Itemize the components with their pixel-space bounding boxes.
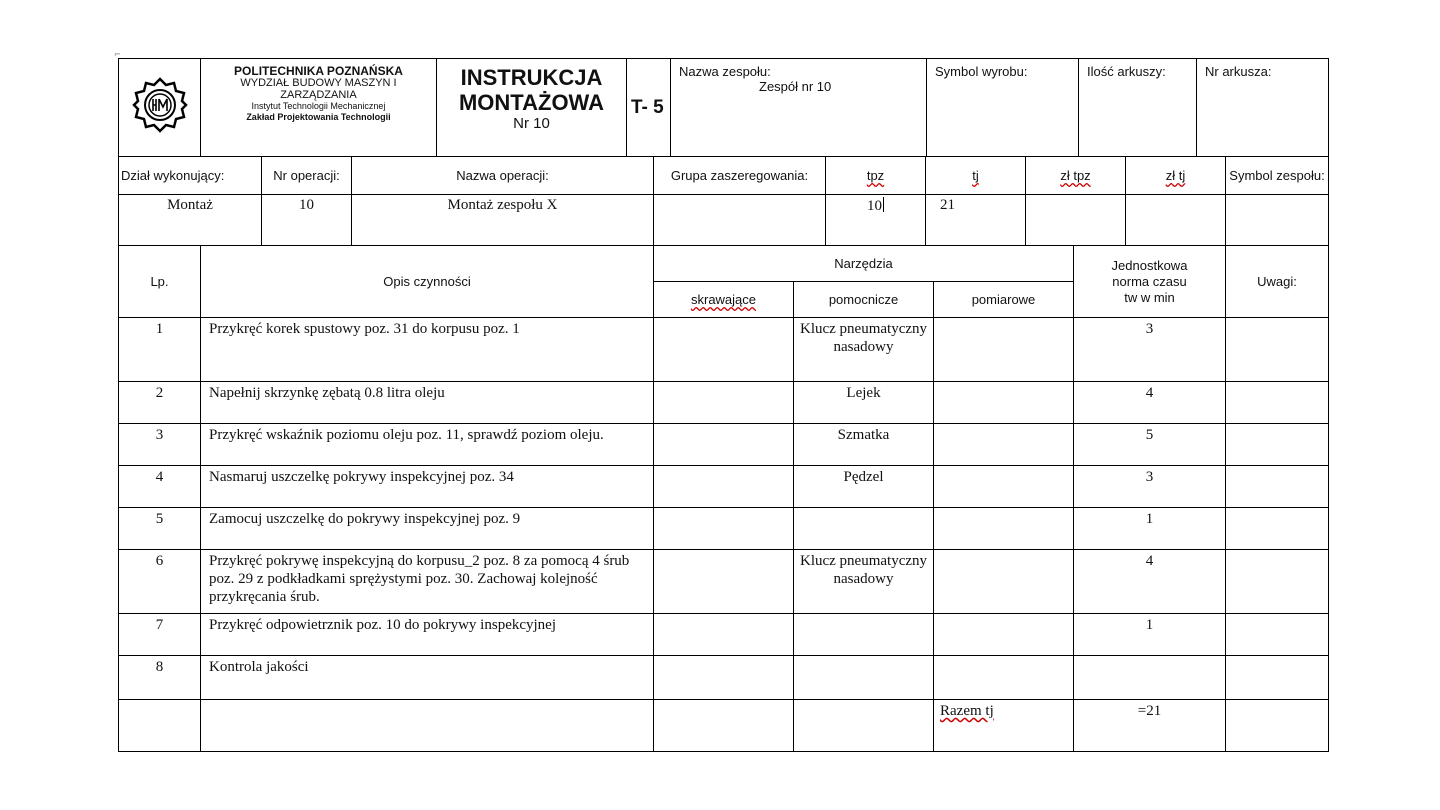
operation-table	[118, 156, 1329, 246]
row-remarks	[1226, 656, 1329, 700]
row-auxiliary: Szmatka	[794, 424, 934, 466]
sheets-count-label: Ilość arkuszy:	[1087, 64, 1166, 79]
row-remarks	[1226, 424, 1329, 466]
row-lp: 6	[119, 550, 201, 614]
symbol-label: Symbol zespołu:	[1226, 157, 1329, 195]
group-label: Grupa zaszeregowania:	[654, 157, 826, 195]
row-norm: 4	[1074, 382, 1226, 424]
row-cutting	[654, 466, 794, 508]
row-auxiliary	[794, 614, 934, 656]
row-norm: 3	[1074, 318, 1226, 382]
row-norm: 1	[1074, 508, 1226, 550]
remarks-header: Uwagi:	[1226, 246, 1329, 318]
norm-header: Jednostkowa norma czasu tw w min	[1074, 246, 1226, 318]
row-lp: 2	[119, 382, 201, 424]
document-corner-mark: ⌐	[114, 50, 121, 59]
row-description: Przykręć odpowietrznik poz. 10 do pokrywy inspekcyjnej	[201, 614, 654, 656]
row-norm: 1	[1074, 614, 1226, 656]
row-cutting	[654, 614, 794, 656]
sheet-number-label: Nr arkusza:	[1205, 64, 1272, 79]
row-remarks	[1226, 318, 1329, 382]
tpz-label: tpz	[826, 157, 926, 195]
row-auxiliary	[794, 508, 934, 550]
tj-label: tj	[926, 157, 1026, 195]
row-measuring	[934, 656, 1074, 700]
zl-tpz-value[interactable]	[1026, 195, 1126, 246]
row-measuring	[934, 508, 1074, 550]
row-description: Przykręć wskaźnik poziomu oleju poz. 11, sprawdź poziom oleju.	[201, 424, 654, 466]
row-remarks	[1226, 614, 1329, 656]
table-row[interactable]	[119, 424, 1329, 466]
row-auxiliary: Lejek	[794, 382, 934, 424]
row-lp: 1	[119, 318, 201, 382]
assembly-name-cell	[671, 59, 927, 157]
row-cutting	[654, 550, 794, 614]
row-auxiliary: Klucz pneumatyczny nasadowy	[794, 550, 934, 614]
activities-table	[118, 245, 1329, 752]
department-label: Dział wykonujący:	[119, 157, 262, 195]
doc-number: Nr 10	[513, 115, 550, 132]
department-name: Zakład Projektowania Technologii	[246, 112, 391, 122]
op-number-value[interactable]: 10	[262, 195, 352, 246]
tools-header: Narzędzia	[654, 246, 1074, 282]
row-description: Przykręć pokrywę inspekcyjną do korpusu_2 poz. 8 za pomocą 4 śrub poz. 29 z podkładkami sprężystymi poz. 30. Zachowaj kolejność przykręcania śrub.	[201, 550, 654, 614]
row-norm: 5	[1074, 424, 1226, 466]
op-name-label: Nazwa operacji:	[352, 157, 654, 195]
faculty-name: WYDZIAŁ BUDOWY MASZYN I ZARZĄDZANIA	[240, 77, 397, 101]
row-cutting	[654, 656, 794, 700]
row-description: Nasmaruj uszczelkę pokrywy inspekcyjnej poz. 34	[201, 466, 654, 508]
table-row[interactable]	[119, 656, 1329, 700]
row-measuring	[934, 614, 1074, 656]
tj-value[interactable]: 21	[926, 195, 1026, 246]
doc-code: T- 5	[627, 59, 671, 157]
row-norm	[1074, 656, 1226, 700]
sheet-number-cell	[1197, 59, 1329, 157]
row-lp: 5	[119, 508, 201, 550]
row-remarks	[1226, 382, 1329, 424]
assembly-name-label: Nazwa zespołu:	[679, 64, 771, 79]
assembly-instruction-sheet	[118, 58, 1328, 752]
row-auxiliary	[794, 656, 934, 700]
row-measuring	[934, 550, 1074, 614]
symbol-value[interactable]	[1226, 195, 1329, 246]
row-lp: 7	[119, 614, 201, 656]
row-cutting	[654, 382, 794, 424]
assembly-name-value: Zespół nr 10	[759, 79, 832, 94]
total-label: Razem tj	[934, 700, 1074, 752]
doc-title-line2: MONTAŻOWA	[458, 90, 604, 115]
description-header: Opis czynności	[201, 246, 654, 318]
table-row[interactable]	[119, 382, 1329, 424]
table-row[interactable]	[119, 550, 1329, 614]
product-symbol-cell	[927, 59, 1079, 157]
department-value[interactable]: Montaż	[119, 195, 262, 246]
row-norm: 4	[1074, 550, 1226, 614]
lp-header: Lp.	[119, 246, 201, 318]
auxiliary-tools-header: pomocnicze	[794, 282, 934, 318]
row-remarks	[1226, 508, 1329, 550]
row-lp: 3	[119, 424, 201, 466]
row-measuring	[934, 424, 1074, 466]
zl-tpz-label: zł tpz	[1026, 157, 1126, 195]
institute-name: Instytut Technologii Mechanicznej	[251, 101, 386, 111]
logo-cell	[119, 59, 201, 157]
row-measuring	[934, 318, 1074, 382]
university-cell	[201, 59, 437, 157]
row-measuring	[934, 466, 1074, 508]
row-lp: 8	[119, 656, 201, 700]
row-description: Przykręć korek spustowy poz. 31 do korpusu poz. 1	[201, 318, 654, 382]
row-cutting	[654, 318, 794, 382]
table-row[interactable]	[119, 614, 1329, 656]
row-description: Zamocuj uszczelkę do pokrywy inspekcyjnej poz. 9	[201, 508, 654, 550]
row-remarks	[1226, 466, 1329, 508]
text-cursor	[883, 197, 884, 212]
row-auxiliary: Pędzel	[794, 466, 934, 508]
row-norm: 3	[1074, 466, 1226, 508]
tpz-value-cell[interactable]	[826, 195, 926, 246]
zl-tj-value[interactable]	[1126, 195, 1226, 246]
row-lp: 4	[119, 466, 201, 508]
group-value[interactable]	[654, 195, 826, 246]
table-row[interactable]	[119, 318, 1329, 382]
row-description: Kontrola jakości	[201, 656, 654, 700]
row-cutting	[654, 508, 794, 550]
table-row[interactable]	[119, 466, 1329, 508]
university-name: POLITECHNIKA POZNAŃSKA	[234, 64, 403, 78]
total-value: =21	[1074, 700, 1226, 752]
zl-tj-label: zł tj	[1126, 157, 1226, 195]
tpz-value: 10	[867, 198, 882, 214]
sheets-count-cell	[1079, 59, 1197, 157]
university-logo	[119, 59, 200, 151]
op-name-value[interactable]: Montaż zespołu X	[352, 195, 654, 246]
op-number-label: Nr operacji:	[262, 157, 352, 195]
row-description: Napełnij skrzynkę zębatą 0.8 litra oleju	[201, 382, 654, 424]
total-row[interactable]	[119, 700, 1329, 752]
row-auxiliary: Klucz pneumatyczny nasadowy	[794, 318, 934, 382]
gear-logo-icon	[132, 77, 188, 133]
product-symbol-label: Symbol wyrobu:	[935, 64, 1028, 79]
table-row[interactable]	[119, 508, 1329, 550]
measuring-tools-header: pomiarowe	[934, 282, 1074, 318]
doc-title-line1: INSTRUKCJA	[460, 65, 603, 90]
cutting-tools-header: skrawające	[654, 282, 794, 318]
row-remarks	[1226, 550, 1329, 614]
document-title-cell	[437, 59, 627, 157]
row-measuring	[934, 382, 1074, 424]
row-cutting	[654, 424, 794, 466]
header-table	[118, 58, 1329, 157]
